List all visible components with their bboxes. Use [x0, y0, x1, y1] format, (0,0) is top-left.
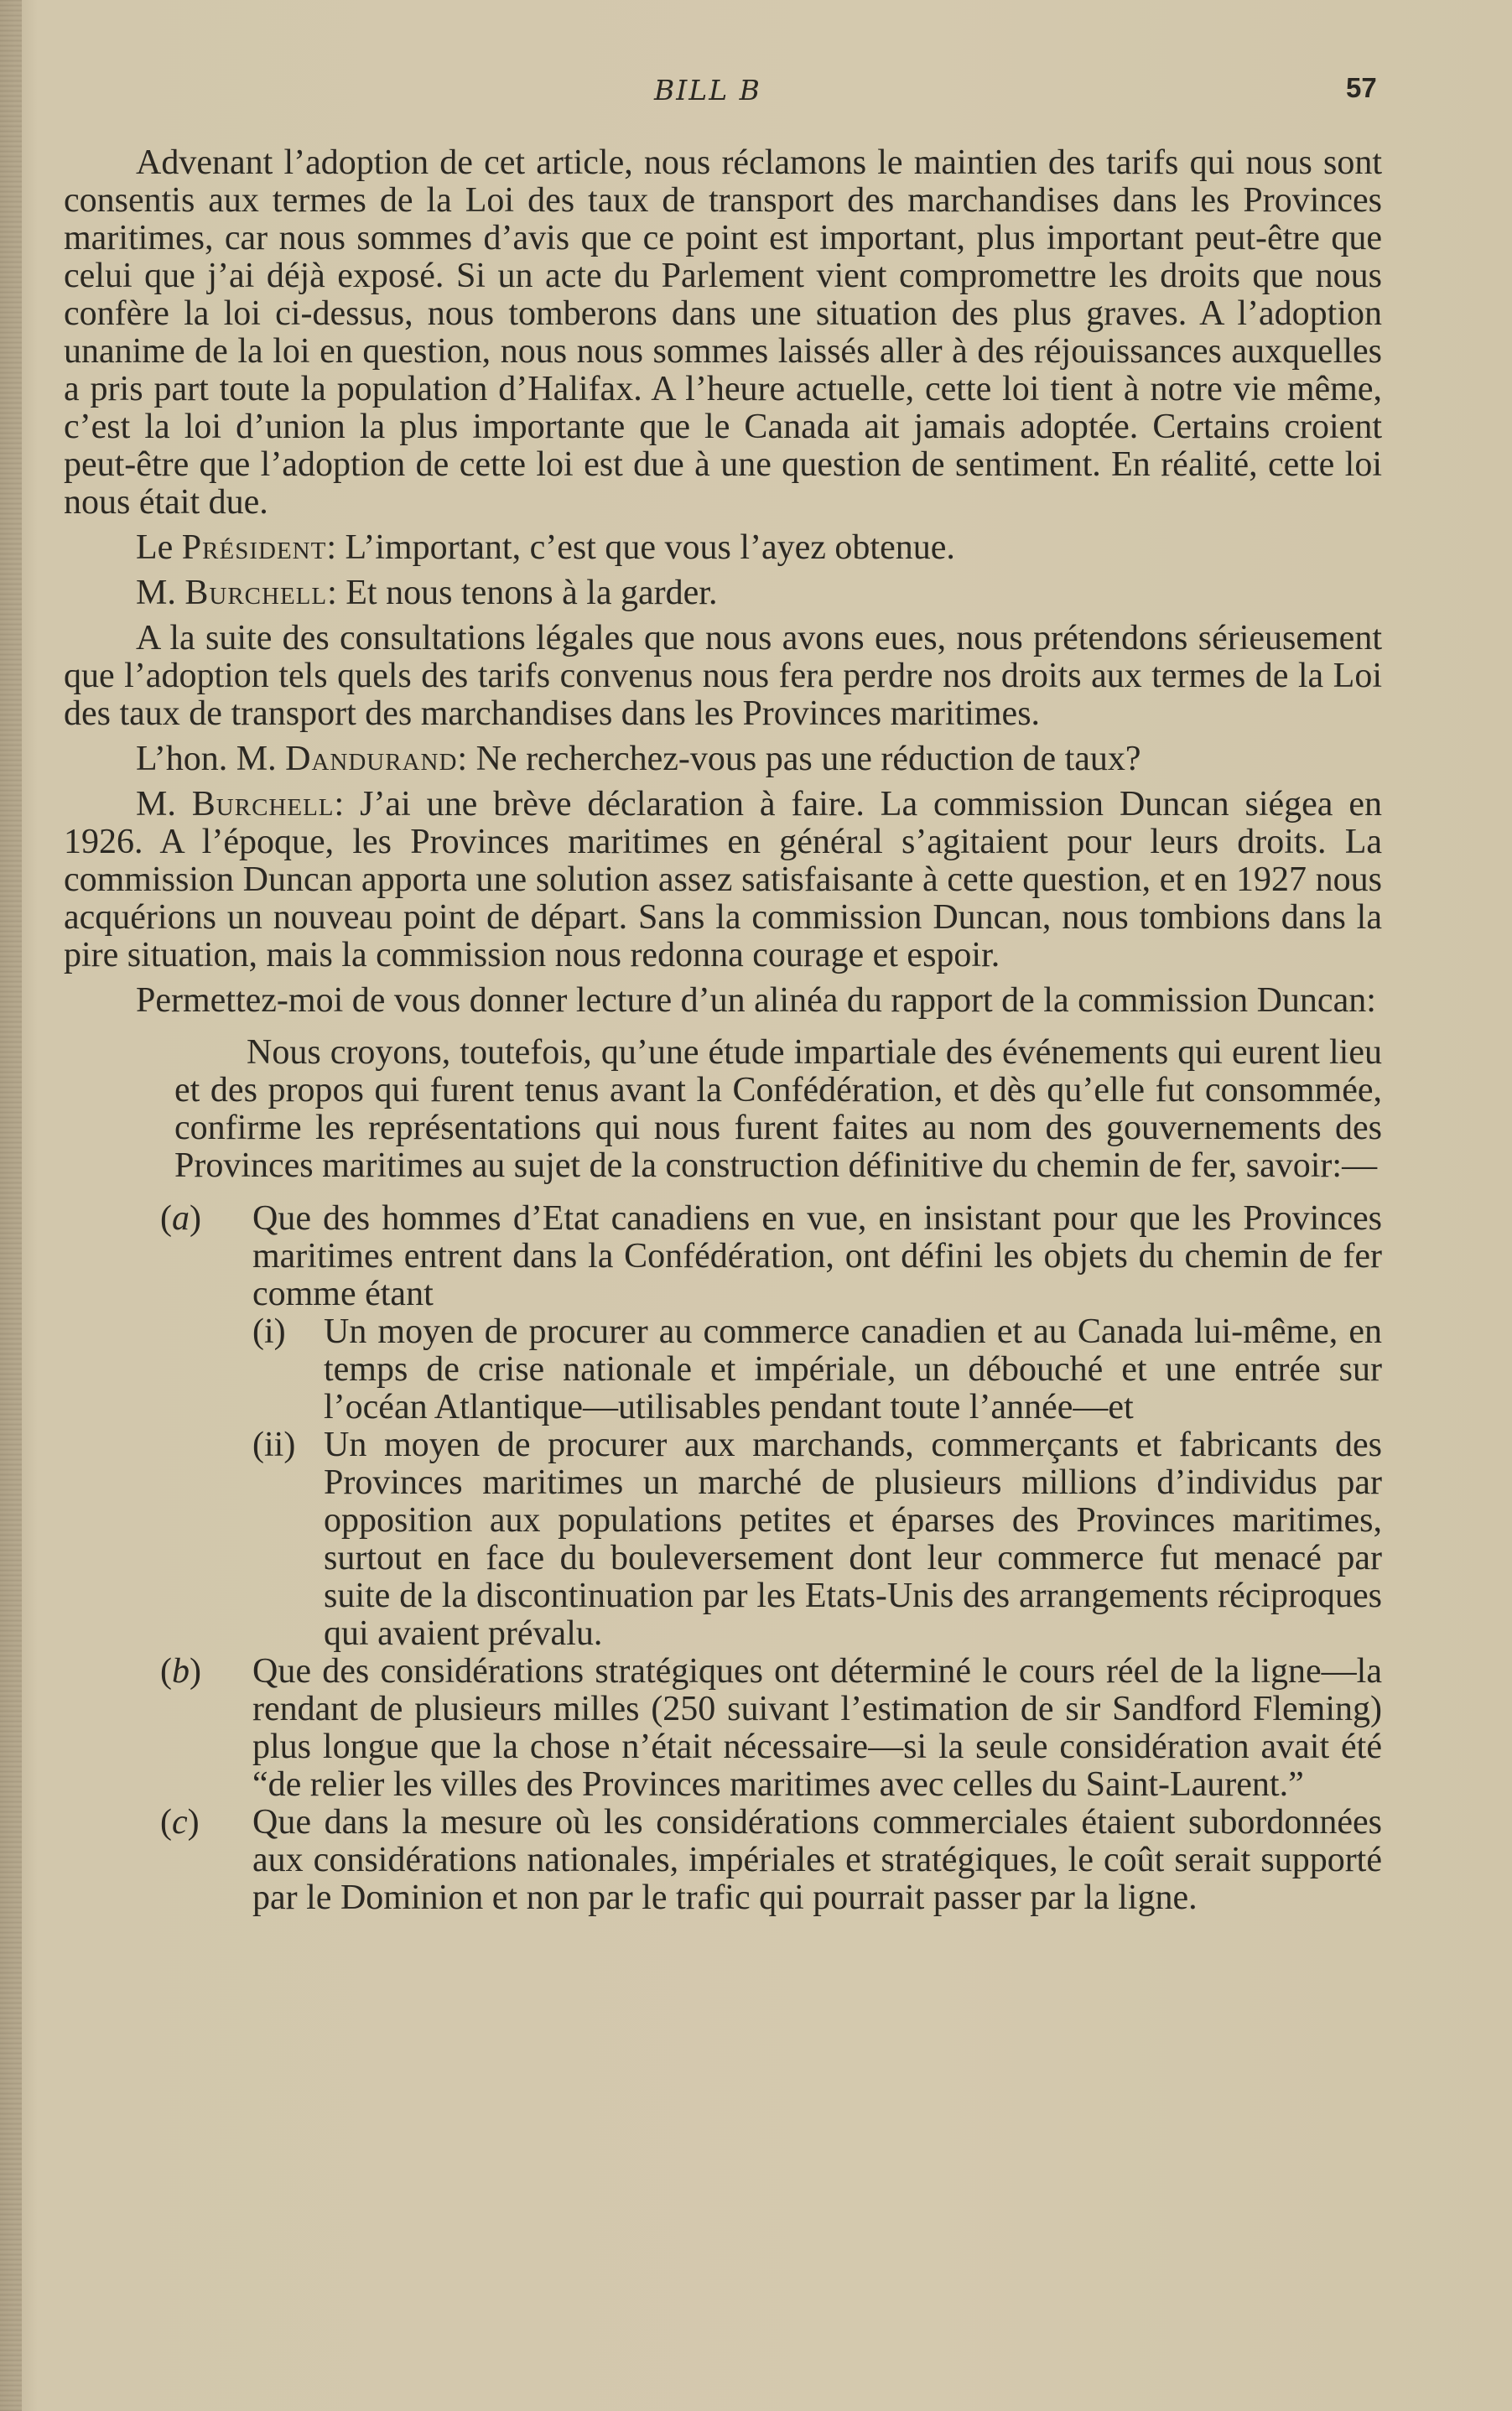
list-item-marker: (b)	[160, 1652, 201, 1691]
speaker-name: Burchell	[184, 574, 328, 612]
sub-list-item	[252, 1426, 1382, 1653]
list-item-label: c	[172, 1803, 188, 1842]
speaker-prefix: Le	[136, 528, 174, 567]
list-item	[160, 1199, 1382, 1313]
list-item-label: b	[172, 1652, 190, 1691]
list-item-text: Que des considérations stratégiques ont déterminé le cours réel de la ligne—la rendant de plusieurs milles (250 suivant l’estimation de sir Sandford Fleming) plus longue que la chose n’était nécessaire—si la seule considération avait été “de relier les villes des Provinces maritimes avec celles du Saint-Laurent.”	[252, 1652, 1382, 1804]
paragraph: A la suite des consultations légales que nous avons eues, nous prétendons sérieusement que l’adoption tels quels des tarifs convenus nous fera perdre nos droits aux termes de la Loi des taux de transport des marchandises dans les Provinces maritimes.	[64, 619, 1382, 733]
dialogue-paragraph	[64, 786, 1382, 974]
running-head: BILL B	[654, 74, 761, 107]
speaker-name: Dandurand	[285, 740, 458, 778]
quote-intro: Nous croyons, toutefois, qu’une étude impartiale des événements qui eurent lieu et des propos qui furent tenus avant la Confédération, et dès qu’elle fut consommée, confirme les représentations qui nous furent faites au nom des gouvernements des Provinces maritimes au sujet de la construction définitive du chemin de fer, savoir:—	[174, 1033, 1382, 1185]
speaker-prefix: L’hon. M.	[136, 740, 277, 778]
speech-text: : L’important, c’est que vous l’ayez obtenue.	[326, 528, 955, 567]
speaker-prefix: M.	[136, 785, 176, 824]
list-item-text: Que dans la mesure où les considérations commerciales étaient subordonnées aux considérations nationales, impériales et stratégiques, le coût serait supporté par le Dominion et non par le trafic qui pourrait passer par la ligne.	[252, 1803, 1382, 1917]
speech-text: : Et nous tenons à la garder.	[327, 574, 718, 612]
paragraph: Advenant l’adoption de cet article, nous réclamons le maintien des tarifs qui nous sont consentis aux termes de la Loi des taux de transport des marchandises dans les Provinces maritimes, car nous sommes d’avis que ce point est important, plus important peut-être que celui que j’ai déjà exposé. Si un acte du Parlement vient compromettre les droits que nous confère la loi ci-dessus, nous tomberons dans une situation des plus graves. A l’adoption unanime de la loi en question, nous nous sommes laissés aller à des réjouissances auxquelles a pris part toute la population d’Halifax. A l’heure actuelle, cette loi tient à notre vie même, c’est la loi d’union la plus importante que le Canada ait jamais adoptée. Certains croient peut-être que l’adoption de cette loi est due à une question de sentiment. En réalité, cette loi nous était due.	[64, 143, 1382, 522]
sub-list-item-label: (ii)	[252, 1426, 296, 1464]
dialogue-paragraph	[64, 574, 1382, 612]
list-item-text: Que des hommes d’Etat canadiens en vue, en insistant pour que les Provinces maritimes entrent dans la Confédération, ont défini les objets du chemin de fer comme étant	[252, 1199, 1382, 1313]
list-item-marker: (c)	[160, 1803, 200, 1842]
page-number: 57	[1346, 72, 1377, 103]
speaker-name: Burchell	[191, 785, 335, 824]
dialogue-paragraph	[64, 529, 1382, 567]
sub-list-item-label: (i)	[252, 1312, 286, 1351]
page-binding-edge	[0, 0, 22, 2411]
quote-list	[64, 1200, 1382, 1917]
dialogue-paragraph	[64, 740, 1382, 778]
sub-list-item-text: Un moyen de procurer au commerce canadien et au Canada lui-même, en temps de crise nationale et impériale, un débouché et une entrée sur l’océan Atlantique—utilisables pendant toute l’année—et	[324, 1312, 1382, 1426]
speech-text: : J’ai une brève déclaration à faire. La commission Duncan siégea en 1926. A l’époque, les Provinces maritimes en général s’agitaient pour leurs droits. La commission Duncan apporta une solution assez satisfaisante à cette question, et en 1927 nous acquérions un nouveau point de départ. Sans la commission Duncan, nous tombions dans la pire situation, mais la commission nous redonna courage et espoir.	[64, 785, 1382, 974]
list-item	[160, 1803, 1382, 1917]
speech-text: : Ne recherchez-vous pas une réduction de taux?	[457, 740, 1141, 778]
sub-list-item	[252, 1312, 1382, 1426]
list-item-label: a	[172, 1199, 190, 1238]
body-text	[64, 144, 1382, 1917]
sub-list-item-text: Un moyen de procurer aux marchands, commerçants et fabricants des Provinces maritimes un marché de plusieurs millions d’individus par opposition aux populations petites et éparses des Provinces maritimes, surtout en face du bouleversement dont leur commerce fut menacé par suite de la discontinuation par les Etats-Unis des arrangements réciproques qui avaient prévalu.	[324, 1426, 1382, 1653]
list-item	[160, 1652, 1382, 1804]
list-item-marker: (a)	[160, 1199, 201, 1238]
speaker-name: Président	[181, 528, 327, 567]
paragraph: Permettez-moi de vous donner lecture d’un alinéa du rapport de la commission Duncan:	[136, 981, 1376, 1020]
page-header	[0, 74, 1512, 116]
speaker-prefix: M.	[136, 574, 176, 612]
